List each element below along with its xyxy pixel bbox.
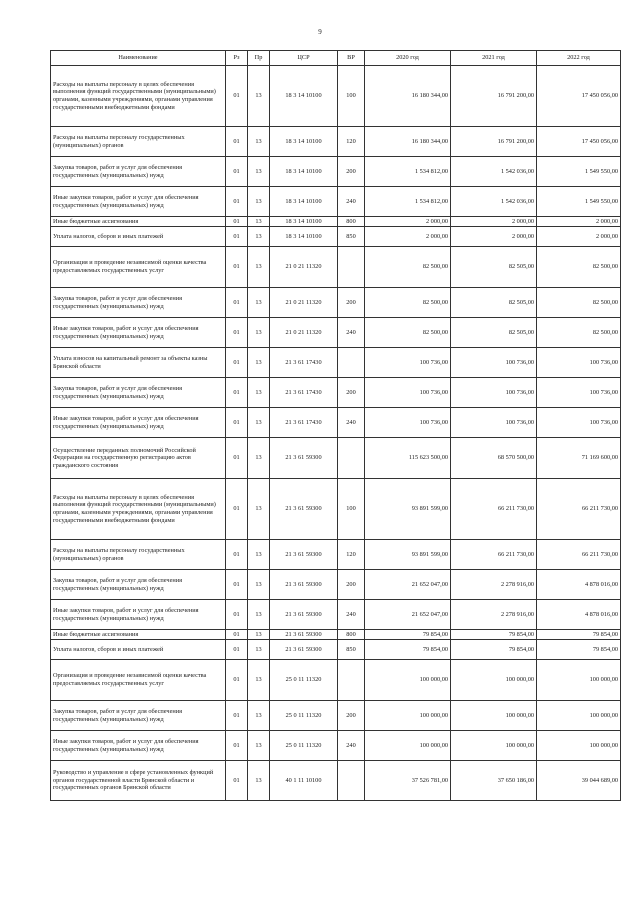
cell-vr	[338, 660, 365, 701]
cell-csr: 25 0 11 11320	[270, 731, 338, 761]
cell-csr: 21 3 61 59300	[270, 600, 338, 630]
cell-rz: 01	[226, 761, 248, 801]
cell-pr: 13	[248, 761, 270, 801]
cell-vr	[338, 247, 365, 288]
cell-2020: 100 000,00	[365, 701, 451, 731]
cell-2022: 82 500,00	[537, 247, 621, 288]
cell-name: Организация и проведение независимой оценки качества предоставляемых государственных услуг	[51, 247, 226, 288]
cell-name: Руководство и управление в сфере установленных функций органов государственной власти Брянской области и государственных органов Брянской области	[51, 761, 226, 801]
table-row	[51, 479, 621, 540]
cell-name: Закупка товаров, работ и услуг для обеспечения государственных (муниципальных) нужд	[51, 570, 226, 600]
cell-vr: 240	[338, 408, 365, 438]
header-2020: 2020 год	[365, 51, 451, 66]
cell-csr: 18 3 14 10100	[270, 227, 338, 247]
cell-pr: 13	[248, 570, 270, 600]
cell-2020: 100 736,00	[365, 348, 451, 378]
cell-rz: 01	[226, 640, 248, 660]
cell-name: Расходы на выплаты персоналу государственных (муниципальных) органов	[51, 127, 226, 157]
table-row	[51, 66, 621, 127]
cell-name: Закупка товаров, работ и услуг для обеспечения государственных (муниципальных) нужд	[51, 701, 226, 731]
cell-2022: 79 854,00	[537, 640, 621, 660]
cell-2020: 93 891 599,00	[365, 479, 451, 540]
cell-rz: 01	[226, 701, 248, 731]
cell-2022: 2 000,00	[537, 227, 621, 247]
cell-pr: 13	[248, 660, 270, 701]
header-name: Наименование	[51, 51, 226, 66]
cell-2020: 16 180 344,00	[365, 66, 451, 127]
cell-2020: 21 652 047,00	[365, 570, 451, 600]
cell-2021: 82 505,00	[451, 318, 537, 348]
header-2022: 2022 год	[537, 51, 621, 66]
cell-csr: 21 3 61 17430	[270, 408, 338, 438]
cell-2021: 37 650 186,00	[451, 761, 537, 801]
cell-2020: 93 891 599,00	[365, 540, 451, 570]
cell-pr: 13	[248, 227, 270, 247]
cell-vr: 850	[338, 640, 365, 660]
table-row	[51, 187, 621, 217]
cell-rz: 01	[226, 348, 248, 378]
cell-csr: 18 3 14 10100	[270, 157, 338, 187]
cell-csr: 21 3 61 59300	[270, 640, 338, 660]
cell-2020: 100 736,00	[365, 408, 451, 438]
cell-pr: 13	[248, 600, 270, 630]
cell-rz: 01	[226, 157, 248, 187]
table-row	[51, 217, 621, 227]
cell-name: Расходы на выплаты персоналу государственных (муниципальных) органов	[51, 540, 226, 570]
cell-csr: 21 3 61 17430	[270, 378, 338, 408]
cell-pr: 13	[248, 318, 270, 348]
table-row	[51, 127, 621, 157]
cell-2020: 100 736,00	[365, 378, 451, 408]
table-row	[51, 540, 621, 570]
cell-rz: 01	[226, 378, 248, 408]
cell-vr	[338, 348, 365, 378]
cell-pr: 13	[248, 408, 270, 438]
header-2021: 2021 год	[451, 51, 537, 66]
cell-pr: 13	[248, 731, 270, 761]
cell-pr: 13	[248, 479, 270, 540]
cell-vr: 100	[338, 66, 365, 127]
cell-name: Иные закупки товаров, работ и услуг для обеспечения государственных (муниципальных) нужд	[51, 187, 226, 217]
cell-csr: 21 0 21 11320	[270, 288, 338, 318]
cell-2022: 79 854,00	[537, 630, 621, 640]
budget-table	[50, 50, 621, 801]
cell-csr: 21 0 21 11320	[270, 318, 338, 348]
cell-name: Иные закупки товаров, работ и услуг для обеспечения государственных (муниципальных) нужд	[51, 600, 226, 630]
cell-csr: 21 3 61 17430	[270, 348, 338, 378]
cell-name: Иные закупки товаров, работ и услуг для обеспечения государственных (муниципальных) нужд	[51, 408, 226, 438]
header-vr: ВР	[338, 51, 365, 66]
cell-name: Иные бюджетные ассигнования	[51, 630, 226, 640]
cell-vr	[338, 438, 365, 479]
cell-vr: 120	[338, 127, 365, 157]
cell-2022: 39 044 689,00	[537, 761, 621, 801]
table-row	[51, 288, 621, 318]
cell-pr: 13	[248, 127, 270, 157]
cell-rz: 01	[226, 660, 248, 701]
cell-2021: 2 278 916,00	[451, 570, 537, 600]
header-rz: Рз	[226, 51, 248, 66]
cell-pr: 13	[248, 540, 270, 570]
cell-csr: 21 0 21 11320	[270, 247, 338, 288]
cell-2021: 100 000,00	[451, 701, 537, 731]
cell-vr: 240	[338, 731, 365, 761]
cell-pr: 13	[248, 378, 270, 408]
cell-2022: 2 000,00	[537, 217, 621, 227]
cell-name: Организация и проведение независимой оценки качества предоставляемых государственных услуг	[51, 660, 226, 701]
cell-csr: 25 0 11 11320	[270, 660, 338, 701]
cell-2022: 66 211 730,00	[537, 479, 621, 540]
cell-name: Иные закупки товаров, работ и услуг для обеспечения государственных (муниципальных) нужд	[51, 731, 226, 761]
cell-2020: 100 000,00	[365, 731, 451, 761]
cell-pr: 13	[248, 187, 270, 217]
cell-2022: 1 549 550,00	[537, 157, 621, 187]
cell-vr: 240	[338, 318, 365, 348]
cell-pr: 13	[248, 217, 270, 227]
cell-name: Закупка товаров, работ и услуг для обеспечения государственных (муниципальных) нужд	[51, 157, 226, 187]
cell-2022: 66 211 730,00	[537, 540, 621, 570]
cell-name: Расходы на выплаты персоналу в целях обеспечения выполнения функций государственными (муниципальными) органами, казенными учреждениями, органами управления государственными внебюджетными фондами	[51, 66, 226, 127]
cell-2022: 17 450 056,00	[537, 127, 621, 157]
table-row	[51, 247, 621, 288]
cell-vr: 200	[338, 378, 365, 408]
cell-2021: 100 736,00	[451, 408, 537, 438]
cell-2022: 100 736,00	[537, 378, 621, 408]
cell-2020: 2 000,00	[365, 217, 451, 227]
cell-rz: 01	[226, 66, 248, 127]
cell-2020: 1 534 812,00	[365, 187, 451, 217]
table-row	[51, 227, 621, 247]
cell-pr: 13	[248, 630, 270, 640]
cell-rz: 01	[226, 731, 248, 761]
table-row	[51, 640, 621, 660]
cell-pr: 13	[248, 640, 270, 660]
table-row	[51, 731, 621, 761]
cell-vr: 200	[338, 701, 365, 731]
cell-rz: 01	[226, 438, 248, 479]
cell-rz: 01	[226, 247, 248, 288]
cell-2020: 1 534 812,00	[365, 157, 451, 187]
cell-rz: 01	[226, 127, 248, 157]
cell-rz: 01	[226, 540, 248, 570]
cell-csr: 18 3 14 10100	[270, 217, 338, 227]
cell-rz: 01	[226, 187, 248, 217]
cell-2022: 100 000,00	[537, 731, 621, 761]
cell-2021: 2 278 916,00	[451, 600, 537, 630]
cell-2022: 71 169 600,00	[537, 438, 621, 479]
table-row	[51, 438, 621, 479]
header-pr: Пр	[248, 51, 270, 66]
cell-2020: 2 000,00	[365, 227, 451, 247]
cell-name: Уплата налогов, сборов и иных платежей	[51, 640, 226, 660]
cell-2022: 100 000,00	[537, 660, 621, 701]
cell-name: Уплата налогов, сборов и иных платежей	[51, 227, 226, 247]
cell-2021: 100 736,00	[451, 348, 537, 378]
cell-2022: 82 500,00	[537, 288, 621, 318]
cell-2021: 16 791 200,00	[451, 66, 537, 127]
cell-2022: 1 549 550,00	[537, 187, 621, 217]
cell-name: Расходы на выплаты персоналу в целях обеспечения выполнения функций государственными (муниципальными) органами, казенными учреждениями, органами управления государственными внебюджетными фондами	[51, 479, 226, 540]
cell-2021: 79 854,00	[451, 630, 537, 640]
cell-2020: 100 000,00	[365, 660, 451, 701]
cell-pr: 13	[248, 157, 270, 187]
cell-rz: 01	[226, 408, 248, 438]
cell-2020: 115 623 500,00	[365, 438, 451, 479]
cell-pr: 13	[248, 701, 270, 731]
table-row	[51, 761, 621, 801]
cell-2020: 21 652 047,00	[365, 600, 451, 630]
cell-rz: 01	[226, 288, 248, 318]
table-row	[51, 318, 621, 348]
cell-2022: 100 736,00	[537, 348, 621, 378]
cell-vr: 240	[338, 187, 365, 217]
cell-2021: 100 000,00	[451, 731, 537, 761]
cell-csr: 18 3 14 10100	[270, 66, 338, 127]
cell-2022: 4 878 016,00	[537, 600, 621, 630]
table-row	[51, 570, 621, 600]
cell-csr: 18 3 14 10100	[270, 187, 338, 217]
header-row	[51, 51, 621, 66]
cell-name: Закупка товаров, работ и услуг для обеспечения государственных (муниципальных) нужд	[51, 288, 226, 318]
cell-name: Иные бюджетные ассигнования	[51, 217, 226, 227]
table-row	[51, 348, 621, 378]
table-row	[51, 600, 621, 630]
cell-2021: 82 505,00	[451, 247, 537, 288]
cell-rz: 01	[226, 318, 248, 348]
cell-2021: 100 736,00	[451, 378, 537, 408]
cell-rz: 01	[226, 570, 248, 600]
cell-2021: 100 000,00	[451, 660, 537, 701]
cell-csr: 21 3 61 59300	[270, 540, 338, 570]
table-row	[51, 408, 621, 438]
cell-vr: 120	[338, 540, 365, 570]
cell-2021: 16 791 200,00	[451, 127, 537, 157]
cell-2021: 68 570 500,00	[451, 438, 537, 479]
cell-csr: 21 3 61 59300	[270, 479, 338, 540]
cell-rz: 01	[226, 479, 248, 540]
cell-rz: 01	[226, 600, 248, 630]
cell-2020: 79 854,00	[365, 630, 451, 640]
cell-2022: 17 450 056,00	[537, 66, 621, 127]
cell-2020: 16 180 344,00	[365, 127, 451, 157]
cell-2022: 82 500,00	[537, 318, 621, 348]
cell-2021: 1 542 036,00	[451, 157, 537, 187]
cell-name: Иные закупки товаров, работ и услуг для обеспечения государственных (муниципальных) нужд	[51, 318, 226, 348]
cell-csr: 25 0 11 11320	[270, 701, 338, 731]
cell-pr: 13	[248, 438, 270, 479]
cell-pr: 13	[248, 66, 270, 127]
cell-vr: 200	[338, 570, 365, 600]
cell-2021: 2 000,00	[451, 217, 537, 227]
cell-2021: 79 854,00	[451, 640, 537, 660]
cell-vr: 200	[338, 157, 365, 187]
cell-vr: 800	[338, 217, 365, 227]
cell-2020: 82 500,00	[365, 247, 451, 288]
cell-vr: 100	[338, 479, 365, 540]
cell-2021: 1 542 036,00	[451, 187, 537, 217]
cell-2022: 100 736,00	[537, 408, 621, 438]
cell-2021: 66 211 730,00	[451, 540, 537, 570]
cell-vr: 850	[338, 227, 365, 247]
table-row	[51, 630, 621, 640]
header-csr: ЦСР	[270, 51, 338, 66]
table-row	[51, 157, 621, 187]
cell-vr: 240	[338, 600, 365, 630]
cell-csr: 18 3 14 10100	[270, 127, 338, 157]
cell-vr: 200	[338, 288, 365, 318]
cell-name: Осуществление переданных полномочий Российской Федерации на государственную регистрацию актов гражданского состояния	[51, 438, 226, 479]
cell-vr: 800	[338, 630, 365, 640]
cell-rz: 01	[226, 217, 248, 227]
cell-2022: 100 000,00	[537, 701, 621, 731]
cell-2021: 66 211 730,00	[451, 479, 537, 540]
table-row	[51, 660, 621, 701]
cell-name: Закупка товаров, работ и услуг для обеспечения государственных (муниципальных) нужд	[51, 378, 226, 408]
page-number: 9	[318, 28, 322, 36]
cell-2020: 82 500,00	[365, 318, 451, 348]
cell-pr: 13	[248, 348, 270, 378]
cell-rz: 01	[226, 227, 248, 247]
table-row	[51, 378, 621, 408]
cell-csr: 21 3 61 59300	[270, 438, 338, 479]
cell-vr	[338, 761, 365, 801]
cell-2020: 37 526 781,00	[365, 761, 451, 801]
cell-2020: 79 854,00	[365, 640, 451, 660]
cell-csr: 21 3 61 59300	[270, 570, 338, 600]
cell-pr: 13	[248, 288, 270, 318]
cell-csr: 21 3 61 59300	[270, 630, 338, 640]
cell-2020: 82 500,00	[365, 288, 451, 318]
cell-pr: 13	[248, 247, 270, 288]
table-row	[51, 701, 621, 731]
cell-rz: 01	[226, 630, 248, 640]
cell-2022: 4 878 016,00	[537, 570, 621, 600]
cell-2021: 82 505,00	[451, 288, 537, 318]
cell-name: Уплата взносов на капитальный ремонт за объекты казны Брянской области	[51, 348, 226, 378]
cell-2021: 2 000,00	[451, 227, 537, 247]
cell-csr: 40 1 11 10100	[270, 761, 338, 801]
